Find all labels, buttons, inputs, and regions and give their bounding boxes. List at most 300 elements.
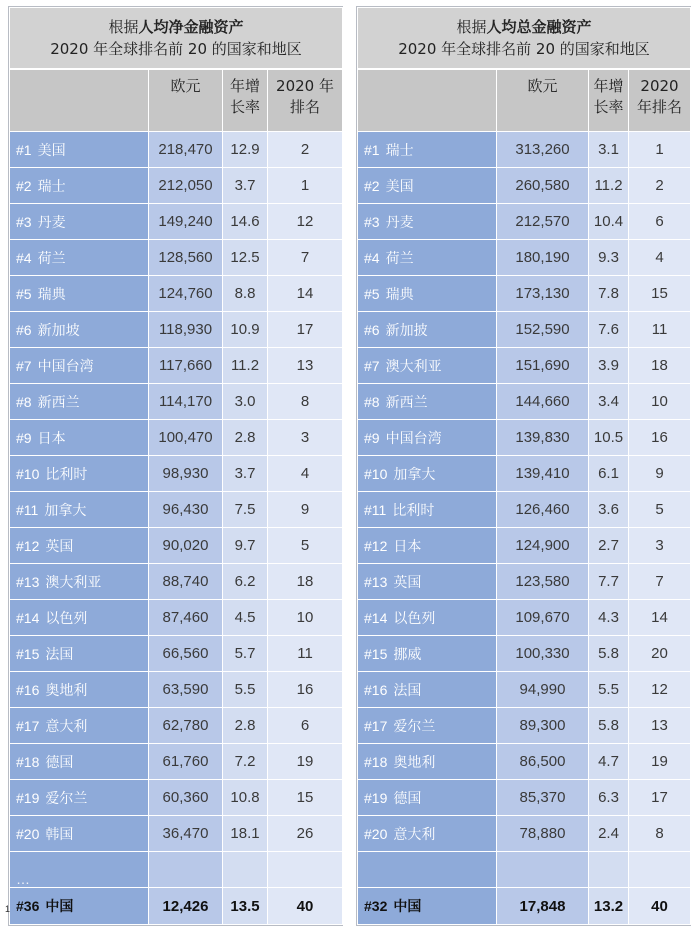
euro-value: 180,190 — [497, 240, 589, 276]
country-name: 法国 — [45, 646, 74, 663]
growth-value: 3.9 — [589, 348, 629, 384]
growth-value: 5.5 — [589, 672, 629, 708]
rank-label: #3 — [16, 213, 32, 230]
euro-value: 66,560 — [149, 636, 223, 672]
growth-value: 2.8 — [223, 708, 268, 744]
table-title — [358, 8, 691, 70]
rank-label: #9 — [364, 429, 380, 446]
euro-value: 124,760 — [149, 276, 223, 312]
euro-value: 96,430 — [149, 492, 223, 528]
rank-label: #10 — [16, 465, 40, 482]
rank-label: #7 — [16, 357, 32, 374]
rank-label: #18 — [16, 753, 40, 770]
header-growth: 年增 长率 — [589, 69, 629, 132]
growth-value: 4.5 — [223, 600, 268, 636]
country-name: 新西兰 — [37, 394, 80, 411]
table-subtitle: 2020 年全球排名前 20 的国家和地区 — [398, 40, 650, 58]
country-cell — [358, 348, 497, 384]
growth-value: 14.6 — [223, 204, 268, 240]
country-cell — [358, 204, 497, 240]
country-name: 意大利 — [45, 718, 88, 735]
country-name: 比利时 — [45, 466, 88, 483]
table-row — [358, 708, 691, 744]
country-cell — [10, 204, 149, 240]
title-bold: 人均总金融资产 — [486, 18, 592, 36]
rank-2020-value: 5 — [268, 528, 343, 564]
euro-value: 36,470 — [149, 816, 223, 852]
footnote: 1 — [5, 904, 11, 914]
country-name: 瑞典 — [37, 286, 66, 303]
euro-value: 62,780 — [149, 708, 223, 744]
rank-label: #4 — [16, 249, 32, 266]
rank-label: #2 — [16, 177, 32, 194]
growth-value: 5.8 — [589, 708, 629, 744]
euro-value: 118,930 — [149, 312, 223, 348]
country-name: 新加披 — [385, 322, 428, 339]
country-cell — [10, 600, 149, 636]
euro-value: 313,260 — [497, 132, 589, 168]
table-row — [358, 168, 691, 204]
rank-2020-value: 3 — [629, 528, 691, 564]
ellipsis-cell — [358, 852, 497, 888]
country-cell — [10, 708, 149, 744]
growth-value: 13.5 — [223, 888, 268, 925]
rank-2020-value: 40 — [268, 888, 343, 925]
growth-value: 3.7 — [223, 456, 268, 492]
euro-value: 87,460 — [149, 600, 223, 636]
country-name: 澳大利亚 — [45, 574, 102, 591]
country-cell — [10, 420, 149, 456]
growth-value: 7.6 — [589, 312, 629, 348]
country-name: 奥地利 — [393, 754, 436, 771]
rank-label: #8 — [16, 393, 32, 410]
country-cell — [358, 456, 497, 492]
euro-value: 124,900 — [497, 528, 589, 564]
growth-value: 6.3 — [589, 780, 629, 816]
table-row — [358, 492, 691, 528]
country-name: 瑞士 — [385, 142, 414, 159]
rank-label: #12 — [364, 537, 388, 554]
rank-2020-value: 15 — [268, 780, 343, 816]
growth-value: 9.7 — [223, 528, 268, 564]
growth-value: 11.2 — [223, 348, 268, 384]
growth-value: 5.7 — [223, 636, 268, 672]
euro-value: 260,580 — [497, 168, 589, 204]
growth-value: 12.9 — [223, 132, 268, 168]
country-name: 中国 — [45, 899, 74, 915]
growth-value: 6.2 — [223, 564, 268, 600]
growth-value: 3.1 — [589, 132, 629, 168]
table-row — [358, 456, 691, 492]
growth-value: 5.5 — [223, 672, 268, 708]
country-cell — [358, 600, 497, 636]
country-name: 丹麦 — [385, 214, 414, 231]
rank-2020-value: 4 — [268, 456, 343, 492]
header-row — [358, 69, 691, 132]
header-euro: 欧元 — [497, 69, 589, 132]
country-name: 日本 — [37, 430, 66, 447]
country-name: 瑞士 — [37, 178, 66, 195]
rank-2020-value: 6 — [629, 204, 691, 240]
net-assets-table — [9, 7, 343, 925]
title-prefix: 根据 — [108, 18, 139, 36]
rank-2020-value: 18 — [629, 348, 691, 384]
rank-label: #1 — [16, 141, 32, 158]
rank-2020-value: 2 — [629, 168, 691, 204]
rank-2020-value: 4 — [629, 240, 691, 276]
country-cell — [10, 528, 149, 564]
euro-value: 144,660 — [497, 384, 589, 420]
country-cell — [358, 708, 497, 744]
growth-value: 6.1 — [589, 456, 629, 492]
header-growth: 年增 长率 — [223, 69, 268, 132]
empty-cell — [268, 852, 343, 888]
table-subtitle: 2020 年全球排名前 20 的国家和地区 — [50, 40, 302, 58]
country-name: 新西兰 — [385, 394, 428, 411]
country-cell — [358, 744, 497, 780]
rank-2020-value: 8 — [629, 816, 691, 852]
country-name: 德国 — [45, 754, 74, 771]
rank-label: #4 — [364, 249, 380, 266]
growth-value: 2.7 — [589, 528, 629, 564]
euro-value: 218,470 — [149, 132, 223, 168]
rank-2020-value: 1 — [268, 168, 343, 204]
euro-value: 100,330 — [497, 636, 589, 672]
country-cell — [10, 564, 149, 600]
table-row — [10, 132, 343, 168]
rank-2020-value: 11 — [268, 636, 343, 672]
empty-cell — [629, 852, 691, 888]
country-name: 英国 — [45, 538, 74, 555]
net-assets-panel — [8, 6, 343, 926]
table-row — [358, 672, 691, 708]
country-name: 荷兰 — [385, 250, 414, 267]
country-cell — [358, 492, 497, 528]
country-name: 日本 — [393, 538, 422, 555]
euro-value: 85,370 — [497, 780, 589, 816]
country-name: 奥地利 — [45, 682, 88, 699]
country-cell — [358, 420, 497, 456]
rank-label: #20 — [16, 825, 40, 842]
rank-label: #7 — [364, 357, 380, 374]
country-cell — [358, 276, 497, 312]
euro-value: 94,990 — [497, 672, 589, 708]
header-row — [10, 69, 343, 132]
country-cell — [10, 672, 149, 708]
country-name: 以色列 — [45, 610, 88, 627]
rank-2020-value: 40 — [629, 888, 691, 925]
country-cell — [10, 456, 149, 492]
rank-2020-value: 16 — [629, 420, 691, 456]
growth-value: 10.9 — [223, 312, 268, 348]
rank-label: #8 — [364, 393, 380, 410]
rank-2020-value: 9 — [268, 492, 343, 528]
rank-2020-value: 17 — [268, 312, 343, 348]
euro-value: 90,020 — [149, 528, 223, 564]
euro-value: 151,690 — [497, 348, 589, 384]
rank-label: #1 — [364, 141, 380, 158]
country-cell — [10, 744, 149, 780]
rank-label: #16 — [16, 681, 40, 698]
ellipsis-row — [358, 852, 691, 888]
growth-value: 3.0 — [223, 384, 268, 420]
empty-cell — [589, 852, 629, 888]
euro-value: 60,360 — [149, 780, 223, 816]
rank-2020-value: 7 — [268, 240, 343, 276]
euro-value: 89,300 — [497, 708, 589, 744]
ellipsis-cell: … — [10, 852, 149, 888]
euro-value: 88,740 — [149, 564, 223, 600]
rank-2020-value: 6 — [268, 708, 343, 744]
rank-label: #19 — [364, 789, 388, 806]
table-row — [10, 240, 343, 276]
table-row — [358, 780, 691, 816]
table-row — [358, 276, 691, 312]
table-row — [358, 564, 691, 600]
rank-2020-value: 12 — [268, 204, 343, 240]
table-row — [10, 600, 343, 636]
rank-label: #14 — [16, 609, 40, 626]
euro-value: 100,470 — [149, 420, 223, 456]
ellipsis-row — [10, 852, 343, 888]
rank-label: #6 — [16, 321, 32, 338]
euro-value: 98,930 — [149, 456, 223, 492]
rank-2020-value: 18 — [268, 564, 343, 600]
growth-value: 13.2 — [589, 888, 629, 925]
table-row — [358, 204, 691, 240]
rank-2020-value: 14 — [268, 276, 343, 312]
total-assets-panel — [356, 6, 691, 926]
rank-2020-value: 9 — [629, 456, 691, 492]
rank-label: #5 — [16, 285, 32, 302]
country-cell — [358, 780, 497, 816]
country-name: 法国 — [393, 682, 422, 699]
country-cell — [358, 312, 497, 348]
country-name: 爱尔兰 — [45, 790, 88, 807]
table-row — [10, 420, 343, 456]
rank-2020-value: 15 — [629, 276, 691, 312]
header-euro: 欧元 — [149, 69, 223, 132]
country-cell — [358, 168, 497, 204]
growth-value: 7.2 — [223, 744, 268, 780]
table-row — [10, 636, 343, 672]
rank-label: #17 — [16, 717, 40, 734]
country-cell — [10, 636, 149, 672]
country-name: 韩国 — [45, 826, 74, 843]
country-name: 意大利 — [393, 826, 436, 843]
euro-value: 126,460 — [497, 492, 589, 528]
country-name: 瑞典 — [385, 286, 414, 303]
country-name: 澳大利亚 — [385, 358, 442, 375]
rank-label: #20 — [364, 825, 388, 842]
growth-value: 7.8 — [589, 276, 629, 312]
euro-value: 149,240 — [149, 204, 223, 240]
euro-value: 78,880 — [497, 816, 589, 852]
rank-label: #36 — [16, 898, 40, 914]
table-row — [358, 636, 691, 672]
rank-2020-value: 14 — [629, 600, 691, 636]
table-row — [10, 456, 343, 492]
country-name: 挪威 — [393, 646, 422, 663]
country-cell — [10, 816, 149, 852]
rank-label: #13 — [16, 573, 40, 590]
euro-value: 128,560 — [149, 240, 223, 276]
growth-value: 8.8 — [223, 276, 268, 312]
table-row — [358, 420, 691, 456]
euro-value: 123,580 — [497, 564, 589, 600]
table-title — [10, 8, 343, 70]
country-cell — [358, 672, 497, 708]
euro-value: 139,410 — [497, 456, 589, 492]
country-name: 德国 — [393, 790, 422, 807]
growth-value: 7.7 — [589, 564, 629, 600]
rank-2020-value: 17 — [629, 780, 691, 816]
euro-value: 109,670 — [497, 600, 589, 636]
country-name: 新加坡 — [37, 322, 80, 339]
table-row — [10, 528, 343, 564]
growth-value: 18.1 — [223, 816, 268, 852]
euro-value: 212,050 — [149, 168, 223, 204]
header-rank-2020: 2020 年 排名 — [268, 69, 343, 132]
empty-cell — [223, 852, 268, 888]
table-row — [10, 564, 343, 600]
country-name: 英国 — [393, 574, 422, 591]
rank-2020-value: 16 — [268, 672, 343, 708]
rank-label: #15 — [16, 645, 40, 662]
growth-value: 11.2 — [589, 168, 629, 204]
country-name: 爱尔兰 — [393, 718, 436, 735]
country-cell — [10, 168, 149, 204]
rank-2020-value: 1 — [629, 132, 691, 168]
rank-2020-value: 5 — [629, 492, 691, 528]
euro-value: 152,590 — [497, 312, 589, 348]
country-name: 中国台湾 — [37, 358, 94, 375]
rank-label: #17 — [364, 717, 388, 734]
table-row — [358, 600, 691, 636]
country-cell — [10, 492, 149, 528]
country-cell — [358, 636, 497, 672]
header-rank-2020: 2020 年排名 — [629, 69, 691, 132]
header-country — [358, 69, 497, 132]
country-cell — [358, 240, 497, 276]
table-row — [10, 204, 343, 240]
table-row — [10, 816, 343, 852]
growth-value: 2.8 — [223, 420, 268, 456]
table-row — [10, 312, 343, 348]
title-bold: 人均净金融资产 — [138, 18, 244, 36]
table-row — [10, 780, 343, 816]
growth-value: 9.3 — [589, 240, 629, 276]
table-row — [10, 708, 343, 744]
euro-value: 86,500 — [497, 744, 589, 780]
empty-cell — [149, 852, 223, 888]
country-cell — [10, 312, 149, 348]
growth-value: 3.4 — [589, 384, 629, 420]
growth-value: 2.4 — [589, 816, 629, 852]
table-row — [10, 672, 343, 708]
growth-value: 4.3 — [589, 600, 629, 636]
growth-value: 3.6 — [589, 492, 629, 528]
country-name: 加拿大 — [393, 466, 436, 483]
title-prefix: 根据 — [456, 18, 487, 36]
euro-value: 17,848 — [497, 888, 589, 925]
euro-value: 63,590 — [149, 672, 223, 708]
country-cell — [10, 132, 149, 168]
header-country — [10, 69, 149, 132]
rank-label: #2 — [364, 177, 380, 194]
rank-2020-value: 2 — [268, 132, 343, 168]
euro-value: 61,760 — [149, 744, 223, 780]
rank-label: #15 — [364, 645, 388, 662]
country-name: 中国台湾 — [385, 430, 442, 447]
table-row — [10, 384, 343, 420]
country-cell — [10, 384, 149, 420]
rank-label: #3 — [364, 213, 380, 230]
rank-label: #18 — [364, 753, 388, 770]
country-cell — [10, 276, 149, 312]
empty-cell — [497, 852, 589, 888]
country-name: 加拿大 — [44, 502, 87, 519]
table-row — [358, 816, 691, 852]
growth-value: 4.7 — [589, 744, 629, 780]
country-name: 中国 — [393, 899, 422, 915]
euro-value: 173,130 — [497, 276, 589, 312]
country-name: 美国 — [385, 178, 414, 195]
table-row — [358, 384, 691, 420]
growth-value: 7.5 — [223, 492, 268, 528]
country-name: 比利时 — [392, 502, 435, 519]
rank-label: #5 — [364, 285, 380, 302]
country-name: 丹麦 — [37, 214, 66, 231]
country-cell — [10, 348, 149, 384]
table-row — [358, 240, 691, 276]
growth-value: 12.5 — [223, 240, 268, 276]
country-cell — [10, 240, 149, 276]
euro-value: 139,830 — [497, 420, 589, 456]
rank-2020-value: 10 — [629, 384, 691, 420]
growth-value: 10.4 — [589, 204, 629, 240]
growth-value: 3.7 — [223, 168, 268, 204]
rank-2020-value: 13 — [629, 708, 691, 744]
table-row — [10, 492, 343, 528]
table-row — [10, 168, 343, 204]
rank-label: #14 — [364, 609, 388, 626]
rank-2020-value: 11 — [629, 312, 691, 348]
rank-2020-value: 10 — [268, 600, 343, 636]
rank-2020-value: 3 — [268, 420, 343, 456]
country-name: 荷兰 — [37, 250, 66, 267]
rank-label: #9 — [16, 429, 32, 446]
rank-label: #11 — [16, 501, 39, 518]
table-row — [358, 528, 691, 564]
rank-2020-value: 7 — [629, 564, 691, 600]
euro-value: 12,426 — [149, 888, 223, 925]
table-row — [358, 312, 691, 348]
rank-2020-value: 20 — [629, 636, 691, 672]
rank-2020-value: 12 — [629, 672, 691, 708]
rank-2020-value: 19 — [268, 744, 343, 780]
country-cell — [358, 816, 497, 852]
rank-label: #12 — [16, 537, 40, 554]
rank-label: #16 — [364, 681, 388, 698]
rank-2020-value: 19 — [629, 744, 691, 780]
growth-value: 10.8 — [223, 780, 268, 816]
euro-value: 114,170 — [149, 384, 223, 420]
country-cell — [358, 384, 497, 420]
rank-label: #10 — [364, 465, 388, 482]
table-row — [10, 744, 343, 780]
rank-label: #32 — [364, 898, 388, 914]
